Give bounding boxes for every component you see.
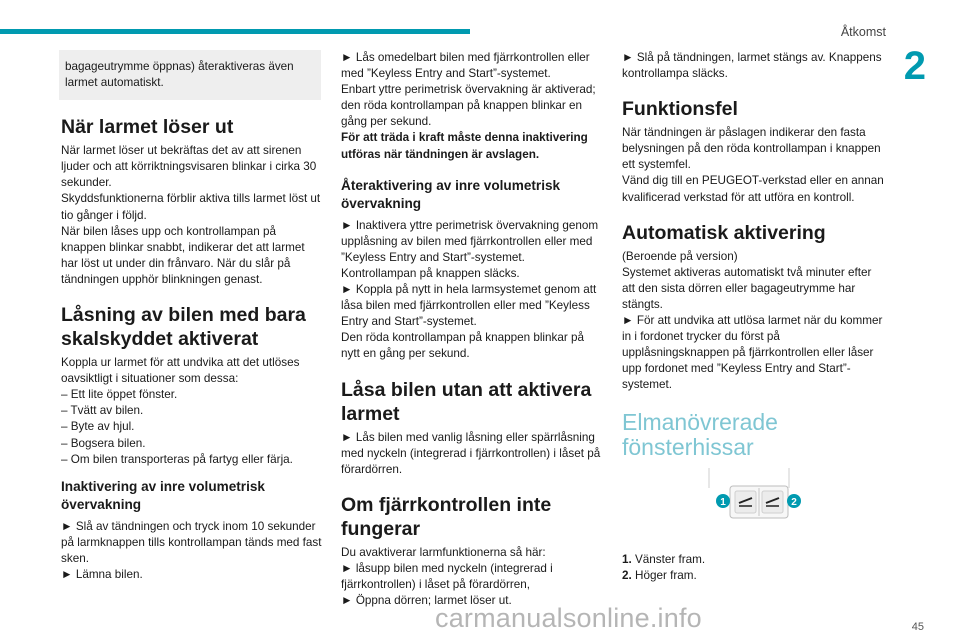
paragraph: ► För att undvika att utlösa larmet när du kommer in i fordonet trycker du först på upplåsningsknappen på fjärrkontrollen eller låser upp fordonet med ”Keyless Entry and Start”-systemet.: [622, 314, 883, 392]
paragraph: ► Koppla på nytt in hela larmsystemet genom att låsa bilen med fjärrkontrollen eller med ”Keyless Entry and Start”-systemet.: [341, 283, 597, 329]
list-item: – Bogsera bilen.: [61, 436, 146, 450]
watermark-url: carmanualsonline.info: [435, 603, 702, 633]
callout-2: 2: [791, 496, 797, 508]
legend-number: 1.: [622, 552, 632, 566]
column-3: [622, 50, 884, 584]
heading-remote-failure: Om fjärrkontrollen inte fungerar: [341, 493, 552, 540]
window-switch-illustration: [622, 466, 884, 536]
note-text: bagageutrymme öppnas) återaktiveras även larmet automatiskt.: [65, 60, 294, 90]
column-1: [61, 50, 323, 583]
paragraph: ► Lås omedelbart bilen med fjärrkontrollen eller med ”Keyless Entry and Start”-systemet.: [341, 51, 590, 81]
heading-power-windows: [622, 410, 884, 460]
paragraph: ► låsupp bilen med nyckeln (integrerad i fjärrkontrollen) i låset på förardörren,: [341, 561, 553, 591]
paragraph: Skyddsfunktionerna förblir aktiva tills larmet löst ut tio gånger i följd.: [61, 192, 321, 222]
list-item: – Tvätt av bilen.: [61, 404, 144, 418]
paragraph: När tändningen är påslagen indikerar den fasta belysningen på den röda kontrollampan i knappen ett systemfel.: [622, 126, 881, 172]
paragraph: Enbart yttre perimetrisk övervakning är aktiverad; den röda kontrollampan på knappen blinkar en gång per sekund.: [341, 83, 596, 129]
paragraph: Koppla ur larmet för att undvika att det utlöses oavsiktligt i situationer som dessa:: [61, 356, 300, 386]
column-2: [341, 50, 603, 609]
heading-malfunction: Funktionsfel: [622, 98, 738, 121]
heading-lock-perimeter: Låsning av bilen med bara skalskyddet aktiverat: [61, 304, 306, 351]
paragraph: (Beroende på version): [622, 249, 738, 263]
note-box: [59, 50, 321, 100]
paragraph: ► Slå av tändningen och tryck inom 10 sekunder på larmknappen tills kontrollampan tänds med fast sken.: [61, 519, 322, 565]
section-title: Åtkomst: [840, 25, 886, 39]
legend-number: 2.: [622, 568, 632, 582]
paragraph: Kontrollampan på knappen släcks.: [341, 266, 520, 280]
paragraph: ► Slå på tändningen, larmet stängs av. Knappens kontrollampa släcks.: [622, 51, 882, 81]
heading-line: Elmanövrerade: [622, 408, 778, 435]
paragraph: Vänd dig till en PEUGEOT-verkstad eller en annan kvalificerad verkstad för att utföra en kontroll.: [622, 174, 884, 204]
list-item: – Om bilen transporteras på fartyg eller färja.: [61, 452, 293, 466]
window-switch-icon: [622, 466, 884, 536]
legend-item: [622, 552, 884, 568]
heading-alarm-triggered: När larmet löser ut: [61, 116, 234, 139]
list-item: – Ett lite öppet fönster.: [61, 388, 178, 402]
heading-lock-without-alarm: Låsa bilen utan att aktivera larmet: [341, 378, 592, 425]
page-number: 45: [911, 621, 924, 633]
heading-deactivation: Inaktivering av inre volumetrisk övervakning: [61, 478, 265, 512]
chapter-number: 2: [903, 44, 926, 88]
paragraph: Den röda kontrollampan på knappen blinkar på nytt en gång per sekund.: [341, 331, 585, 361]
heading-reactivation: Återaktivering av inre volumetrisk övervakning: [341, 177, 561, 211]
legend-text: Höger fram.: [635, 568, 697, 582]
top-accent-bar: [0, 29, 470, 34]
bold-note: För att träda i kraft måste denna inaktivering utföras när tändningen är avslagen.: [341, 131, 588, 161]
paragraph: Systemet aktiveras automatiskt två minuter efter att den sista dörren eller bagageutrymme har stängts.: [622, 265, 872, 311]
heading-line: fönsterhissar: [622, 433, 754, 460]
paragraph: ► Öppna dörren; larmet löser ut.: [341, 594, 512, 608]
paragraph: Du avaktiverar larmfunktionerna så här:: [341, 545, 546, 559]
heading-automatic-activation: Automatisk aktivering: [622, 221, 826, 244]
legend-text: Vänster fram.: [635, 552, 706, 566]
legend-item: [622, 568, 884, 584]
list-item: – Byte av hjul.: [61, 420, 135, 434]
paragraph: ► Lås bilen med vanlig låsning eller spärrlåsning med nyckeln (integrerad i fjärrkontrollen) i låset på förardörren.: [341, 430, 601, 476]
callout-1: 1: [720, 496, 726, 508]
paragraph: När bilen låses upp och kontrollampan på knappen blinkar snabbt, indikerar det att larmet har löst ut under din frånvaro. När du slår på tändningen upphör blinkningen genast.: [61, 224, 305, 286]
paragraph: När larmet löser ut bekräftas det av att sirenen ljuder och att körriktningsvisaren blinkar i cirka 30 sekunder.: [61, 144, 317, 190]
paragraph: ► Lämna bilen.: [61, 567, 143, 581]
paragraph: ► Inaktivera yttre perimetrisk övervakning genom upplåsning av bilen med fjärrkontrollen eller med ”Keyless Entry and Start”-systemet.: [341, 218, 599, 264]
